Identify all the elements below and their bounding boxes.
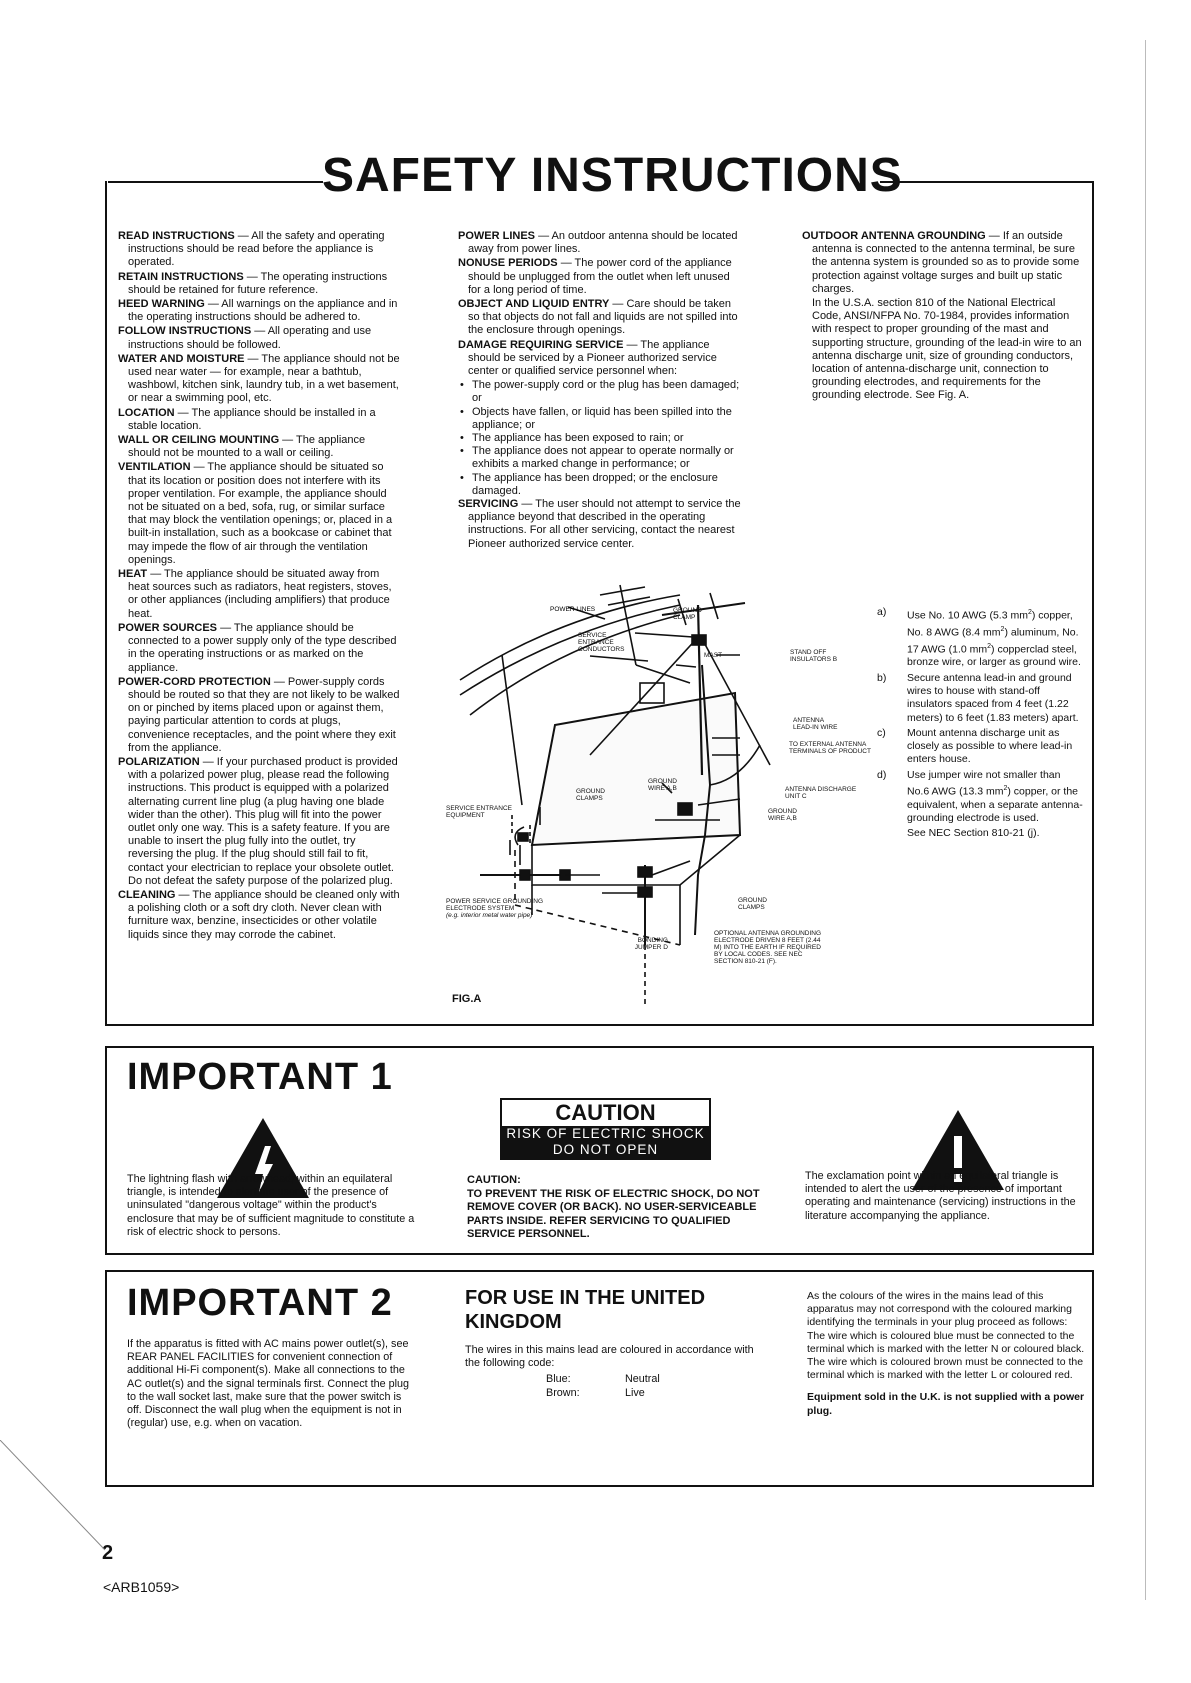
figure-labels bbox=[550, 606, 596, 613]
power-line-2 bbox=[460, 605, 680, 695]
figure-caption: FIG.A bbox=[452, 993, 482, 1005]
damage-condition-item: • The appliance has been dropped; or the enclosure damaged. bbox=[458, 472, 742, 498]
caution-text: TO PREVENT THE RISK OF ELECTRIC SHOCK, DO NOT REMOVE COVER (OR BACK). NO USER-SERVICEABLE PARTS INSIDE. REFER SERVICING TO QUALIFIED SERVICE PERSONNEL. bbox=[467, 1187, 760, 1240]
utility-pole-right bbox=[620, 585, 636, 665]
wiring-paragraph-1: As the colours of the wires in the mains lead of this apparatus may not correspond with the coloured marking identifying the terminals in your plug proceed as follows: bbox=[807, 1290, 1072, 1329]
safety-item: NONUSE PERIODS — The power cord of the appliance should be unplugged from the outlet when left unused for a long period of time. bbox=[458, 257, 732, 296]
safety-item: OBJECT AND LIQUID ENTRY — Care should be taken so that objects do not fall and liquids are not spilled into the enclosure through openings. bbox=[458, 298, 738, 337]
safety-column-3 bbox=[802, 230, 1084, 404]
safety-item: FOLLOW INSTRUCTIONS — All operating and use instructions should be followed. bbox=[118, 325, 372, 351]
important-1-title: IMPORTANT 1 bbox=[127, 1056, 393, 1098]
document-code: <ARB1059> bbox=[103, 1579, 180, 1595]
safety-item: POWER-CORD PROTECTION — Power-supply cords should be routed so that they are not likely to be walked on or pinched by items placed upon or against them, paying particular attention to cords at plugs, convenience receptacles, and the point where they exit from the appliance. bbox=[118, 675, 400, 754]
damage-condition-item: • The appliance does not appear to operate normally or exhibits a marked change in performance; or bbox=[458, 445, 742, 471]
caution-line-2: DO NOT OPEN bbox=[552, 1142, 659, 1157]
nec-reference: See NEC Section 810-21 (j). bbox=[907, 827, 1040, 840]
safety-item: HEED WARNING — All warnings on the appliance and in the operating instructions should be adhered to. bbox=[118, 298, 398, 324]
note-c: c) Mount antenna discharge unit as closely as possible to where lead-in enters house. bbox=[877, 726, 1073, 766]
damage-condition-item: • The power-supply cord or the plug has been damaged; or bbox=[458, 379, 742, 405]
safety-item: READ INSTRUCTIONS — All the safety and operating instructions should be read before the appliance is operated. bbox=[118, 230, 385, 269]
caution-line-1: RISK OF ELECTRIC SHOCK bbox=[506, 1126, 705, 1141]
page-title: SAFETY INSTRUCTIONS bbox=[322, 149, 903, 202]
note-b: b) Secure antenna lead-in and ground wires to house with stand-off insulators spaced from 4 feet (1.22 meters) to 6 feet (1.83 meters) apart. bbox=[877, 671, 1079, 724]
wire-code-row: Brown: Live bbox=[546, 1387, 645, 1399]
label-ground-clamps: GROUND CLAMPS bbox=[576, 788, 605, 802]
important-1-box bbox=[105, 1046, 1094, 1255]
uk-intro: The wires in this mains lead are coloured in accordance with the following code: bbox=[465, 1344, 754, 1369]
damage-condition-item: • Objects have fallen, or liquid has been spilled into the appliance; or bbox=[458, 406, 742, 432]
safety-item: WATER AND MOISTURE — The appliance should not be used near water — for example, near a bathtub, washbowl, kitchen sink, laundry tub, in a wet basement, or near a swimming pool, etc. bbox=[118, 352, 400, 405]
caution-text-block bbox=[467, 1174, 767, 1242]
wiring-paragraph-2: The wire which is coloured blue must be connected to the terminal which is marked with the letter N or coloured black. bbox=[807, 1329, 1085, 1355]
safety-item: POWER LINES — An outdoor antenna should be located away from power lines. bbox=[458, 230, 738, 256]
note-a: a) Use No. 10 AWG (5.3 $mm^2$) copper, No. 8 AWG (8.4 $mm^2$) aluminum, No. 17 AWG (1.0 $mm^2$) copperclad steel, bronze wire, or larger as ground wire. bbox=[877, 606, 1081, 669]
page-edge-line bbox=[1145, 40, 1146, 1600]
grounding-notes bbox=[877, 606, 1085, 841]
label-ground-wire: GROUND WIRE A,B bbox=[768, 808, 797, 822]
label-power-service-note: (e.g. interior metal water pipe) bbox=[446, 912, 533, 919]
antenna-grounding-paragraph: OUTDOOR ANTENNA GROUNDING — If an outside antenna is connected to the antenna terminal, be sure the antenna system is grounded so as to provide some protection against voltage surges and built up static charges. bbox=[802, 230, 1080, 295]
label-antenna-lead: ANTENNA LEAD-IN WIRE bbox=[793, 717, 838, 731]
safety-item: WALL OR CEILING MOUNTING — The appliance should not be mounted to a wall or ceiling. bbox=[118, 434, 366, 460]
uk-title-line-2: KINGDOM bbox=[465, 1311, 562, 1333]
safety-item: LOCATION — The appliance should be installed in a stable location. bbox=[118, 406, 376, 432]
label-optional-electrode: OPTIONAL ANTENNA GROUNDING ELECTRODE DRIVEN 8 FEET (2.44 M) INTO THE EARTH IF REQUIRED BY LOCAL CODES. SEE NEC SECTION 810-21 (F). bbox=[714, 930, 822, 965]
caution-band bbox=[502, 1126, 709, 1158]
exclamation-explanation: The exclamation point within an equilateral triangle is intended to alert the user of the presence of important operating and maintenance (servicing) instructions in the literature accompanying the appliance. bbox=[805, 1170, 1076, 1222]
page-number: 2 bbox=[102, 1542, 114, 1564]
safety-column-1 bbox=[118, 230, 400, 943]
wire-code-row: Blue: Neutral bbox=[546, 1373, 660, 1385]
uk-wiring-instructions bbox=[807, 1290, 1087, 1418]
safety-item: POWER SOURCES — The appliance should be connected to a power supply only of the type described in the operating instructions or as marked on the appliance. bbox=[118, 621, 397, 674]
servicing-paragraph: SERVICING — The user should not attempt to service the appliance beyond that described in the operating instructions. For all other servicing, contact the nearest Pioneer authorized service center. bbox=[458, 498, 741, 550]
important-2-title: IMPORTANT 2 bbox=[127, 1282, 393, 1324]
no-plug-notice: Equipment sold in the U.K. is not supplied with a power plug. bbox=[807, 1391, 1085, 1417]
label-power-service: POWER SERVICE GROUNDING ELECTRODE SYSTEM bbox=[446, 898, 544, 912]
discharge-unit bbox=[678, 803, 692, 815]
damage-condition-item: • The appliance has been exposed to rain; or bbox=[458, 432, 742, 445]
chimney bbox=[640, 683, 664, 703]
wiring-paragraph-3: The wire which is coloured brown must be connected to the terminal which is marked with the letter L or coloured red. bbox=[807, 1356, 1084, 1382]
label-service-entrance: SERVICE ENTRANCE CONDUCTORS bbox=[578, 632, 625, 653]
uk-title-line-1: FOR USE IN THE UNITED bbox=[465, 1287, 706, 1309]
label-standoff: STAND OFF INSULATORS B bbox=[790, 649, 838, 663]
safety-item: CLEANING — The appliance should be cleaned only with a polishing cloth or a soft dry cloth. Never clean with furniture wax, benzine, insecticides or other volatile liquids since they may corrode the cabinet. bbox=[118, 888, 400, 941]
important-2-box bbox=[105, 1270, 1094, 1487]
label-ground-clamps-2: GROUND CLAMPS bbox=[738, 897, 767, 911]
caution-label-text: CAUTION: bbox=[467, 1174, 521, 1186]
label-ground-wire-ab: GROUND WIRE A,B bbox=[648, 778, 677, 792]
caution-label bbox=[500, 1098, 711, 1160]
label-to-external: TO EXTERNAL ANTENNA TERMINALS OF PRODUCT bbox=[789, 741, 871, 755]
label-bonding-jumper: BONDING JUMPER D bbox=[634, 937, 668, 951]
safety-item: VENTILATION — The appliance should be situated so that its location or position does not interfere with its proper ventilation. For example, the appliance should not be situated on a bed, sofa, rug, or similar surface that may block the ventilation openings; or, placed in a built-in installation, such as a bookcase or cabinet that may impede the flow of air through the ventilation openings. bbox=[118, 461, 393, 566]
safety-item: DAMAGE REQUIRING SERVICE — The appliance should be serviced by a Pioneer authorized service center or qualified service personnel when: bbox=[458, 338, 717, 378]
uk-section bbox=[465, 1286, 765, 1400]
label-mast: MAST bbox=[704, 652, 723, 659]
wire-code-table bbox=[465, 1372, 765, 1400]
safety-column-2 bbox=[458, 230, 742, 552]
safety-item: RETAIN INSTRUCTIONS — The operating instructions should be retained for future reference. bbox=[118, 270, 388, 296]
important-2-text: If the apparatus is fitted with AC mains power outlet(s), see REAR PANEL FACILITIES for convenient connection of additional Hi-Fi component(s). Make all connections to the AC outlet(s) and the signal terminals first. Connect the plug to the wall socket last, make sure that the power switch is off. Disconnect the wall plug when the equipment is not in (regular) use, e.g. when on vacation. bbox=[127, 1338, 410, 1430]
nec-paragraph: In the U.S.A. section 810 of the National Electrical Code, ANSI/NFPA No. 70-1984, provides information with respect to proper grounding of the mast and supporting structure, grounding of the lead-in wire to an antenna discharge unit, size of grounding conductors, location of antenna-discharge unit, connection to grounding electrodes, and requirements for the grounding electrode. See Fig. A. bbox=[812, 297, 1082, 402]
utility-pole-left bbox=[502, 655, 522, 805]
note-d: d) Use jumper wire not smaller than No.6 AWG (13.3 $mm^2$) copper, or the equivalent, when a separate antenna-grounding electrode is used. bbox=[877, 768, 1083, 825]
safety-item: HEAT — The appliance should be situated away from heat sources such as radiators, heat registers, stoves, or other appliances (including amplifiers) that produce heat. bbox=[118, 568, 392, 620]
label-discharge-unit: ANTENNA DISCHARGE UNIT C bbox=[785, 786, 857, 800]
page-corner-mark bbox=[0, 1440, 120, 1570]
label-power-lines: POWER LINES bbox=[550, 606, 596, 613]
safety-item: POLARIZATION — If your purchased product is provided with a polarized power plug, please read the following instructions. This product is equipped with a polarized alternating current line plug (a plug having one blade wider than the other). This plug will fit into the power outlet only one way. This is a safety feature. If you are unable to insert the plug fully into the outlet, try reversing the plug. If the plug should still fail to fit, contact your electrician to replace your obsolete outlet. Do not defeat the safety purpose of the polarized plug. bbox=[118, 755, 398, 887]
caution-header: CAUTION bbox=[555, 1100, 656, 1125]
lightning-explanation: The lightning flash with arrowhead, within an equilateral triangle, is intended to alert the user of the presence of uninsulated "dangerous voltage" within the product's enclosure that may be of sufficient magnitude to constitute a risk of electric shock to persons. bbox=[127, 1173, 415, 1238]
label-service-equipment: SERVICE ENTRANCE EQUIPMENT bbox=[446, 805, 512, 819]
label-ground-clamp: GROUND CLAMP bbox=[673, 607, 702, 621]
